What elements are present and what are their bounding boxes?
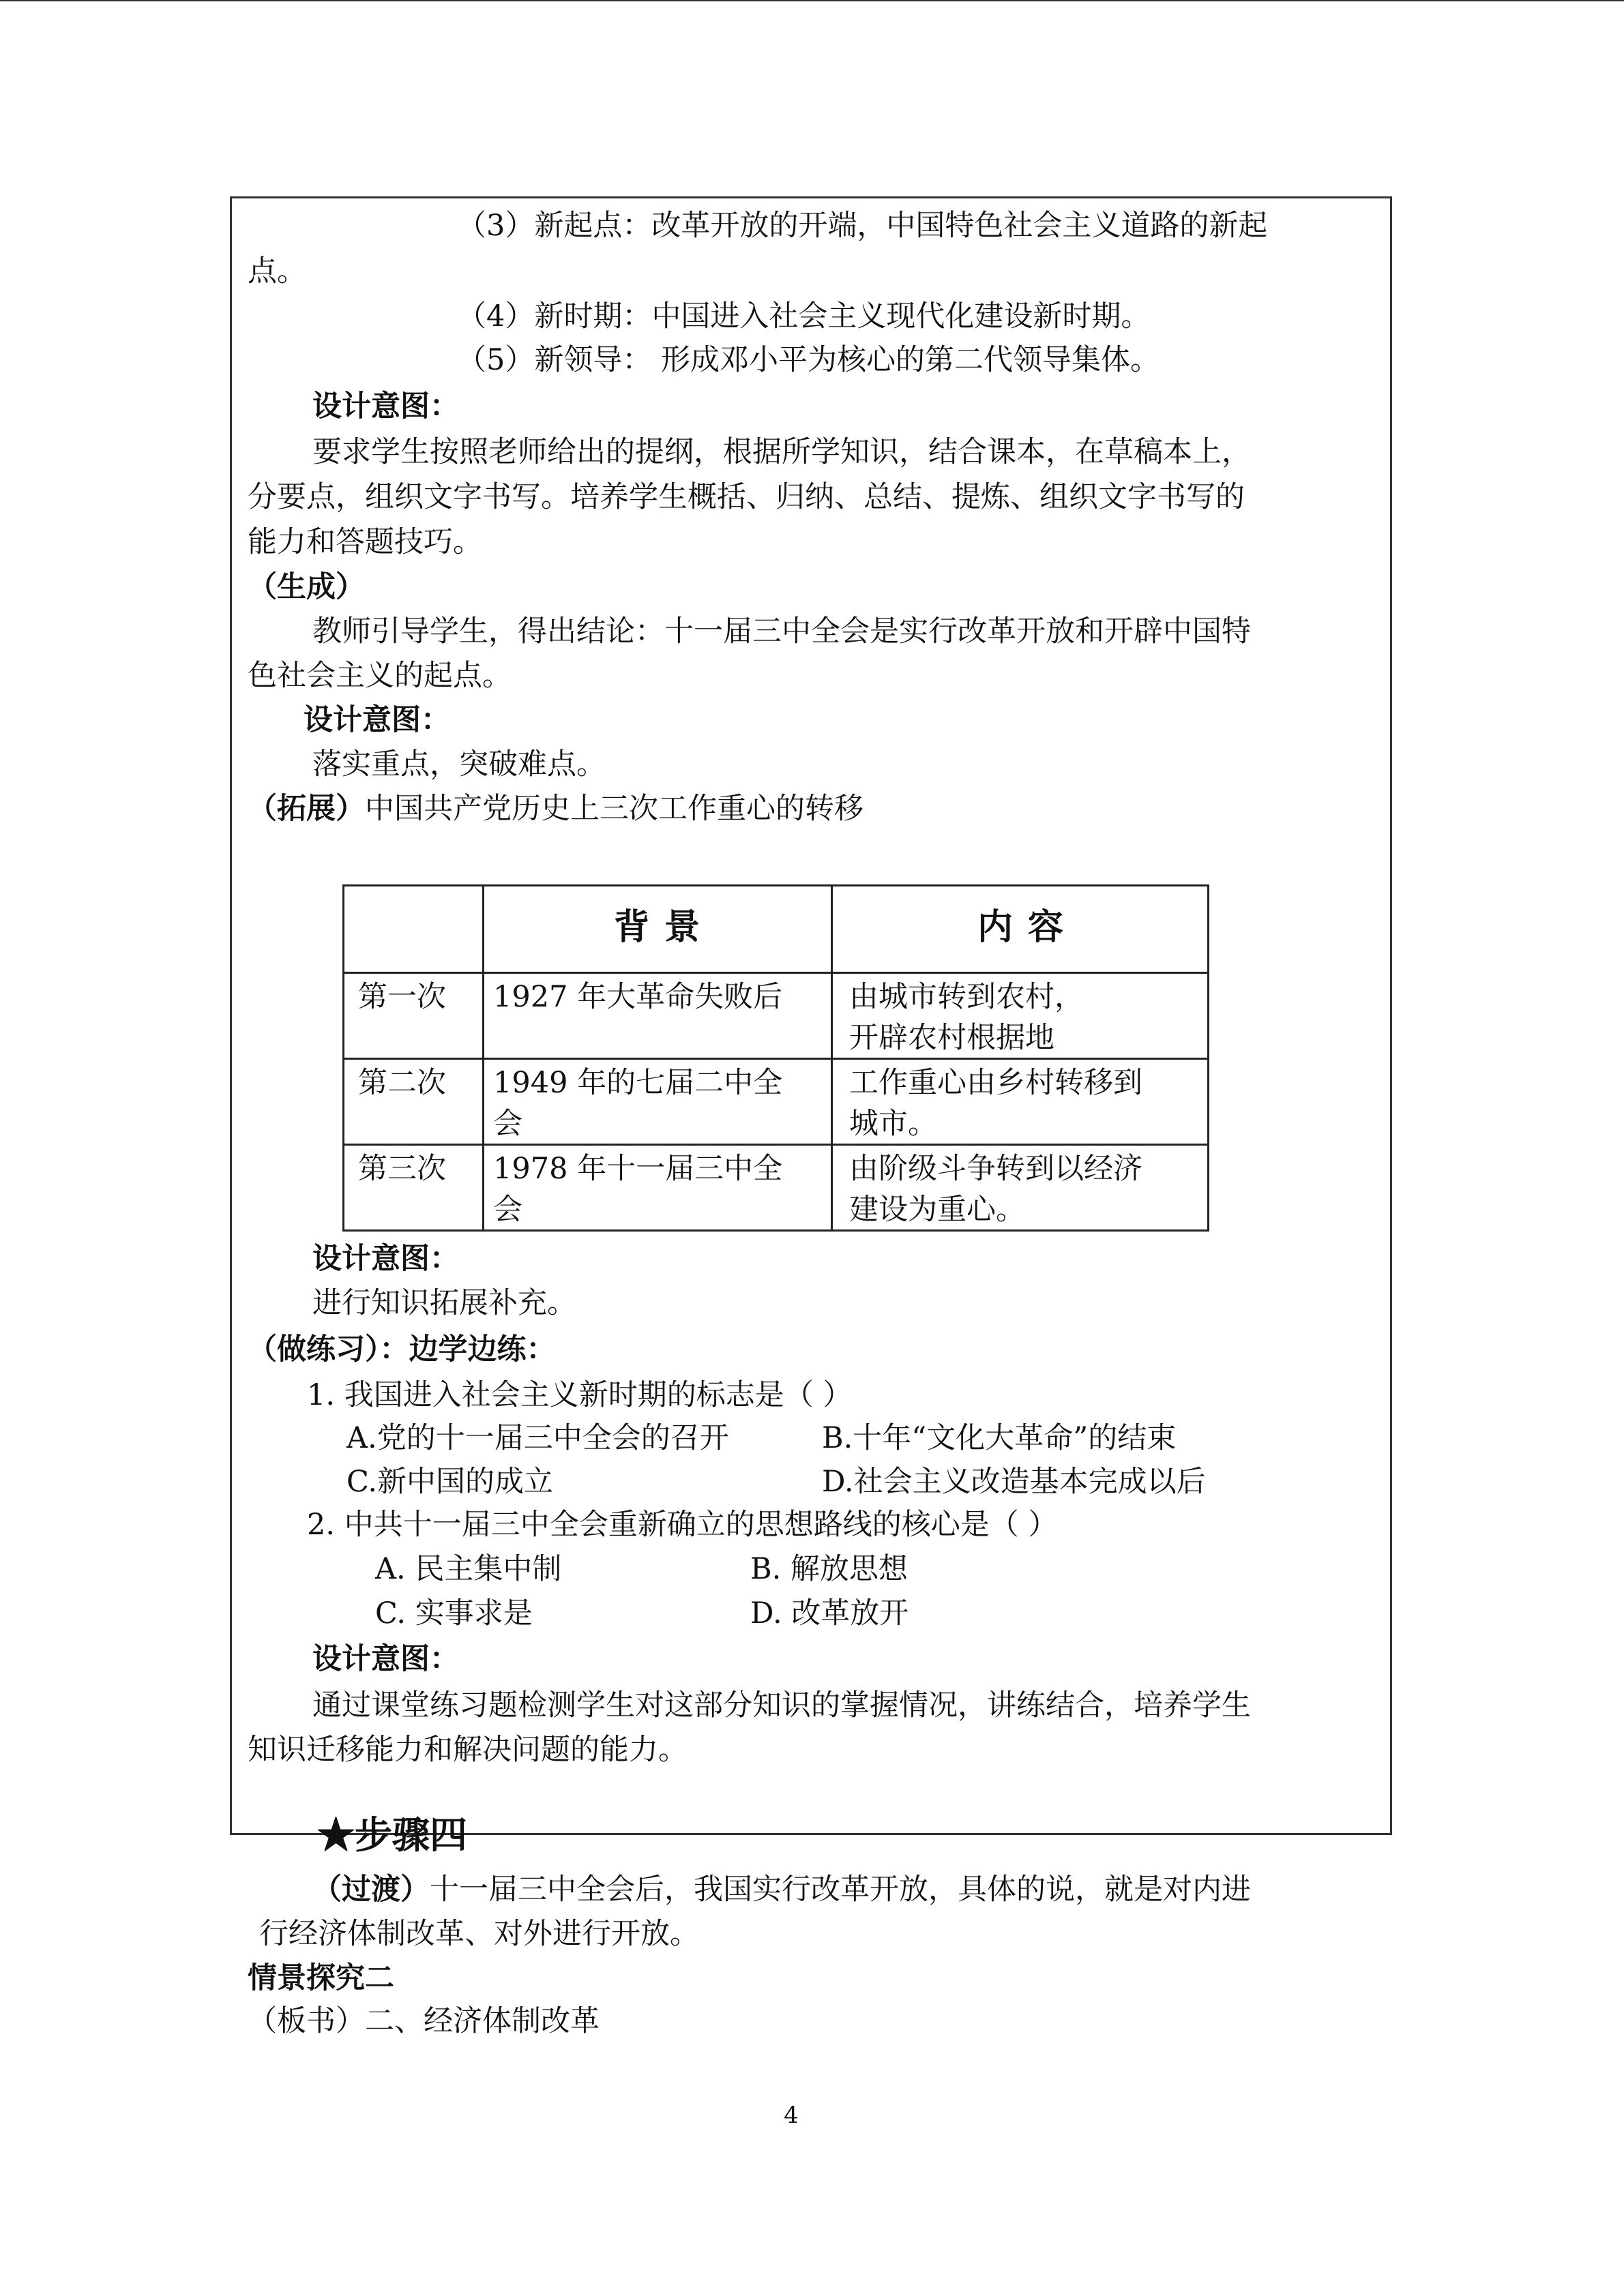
table-header: 内 容	[977, 906, 1065, 948]
option-b: B.十年“文化大革命”的结束	[822, 1421, 1177, 1455]
option-c: C. 实事求是	[375, 1596, 533, 1630]
table-divider	[344, 1144, 1207, 1146]
design-intent-heading: 设计意图：	[312, 1642, 459, 1676]
table-cell: 城市。	[849, 1107, 937, 1141]
table-cell: 会	[493, 1107, 522, 1141]
option-d: D. 改革放开	[750, 1596, 909, 1630]
table-cell: 由阶级斗争转到以经济	[849, 1152, 1142, 1186]
table-divider	[344, 1058, 1207, 1060]
option-a: A.党的十一届三中全会的召开	[346, 1421, 729, 1455]
table-cell: 会	[493, 1193, 522, 1227]
text-line: 进行知识拓展补充。	[312, 1286, 576, 1320]
text-line: 能力和答题技巧。	[248, 525, 482, 559]
row-label: 第一次	[358, 980, 446, 1014]
option-a: A. 民主集中制	[375, 1552, 562, 1586]
option-d: D.社会主义改造基本完成以后	[822, 1465, 1206, 1499]
table-cell: 1949 年的七届二中全	[493, 1066, 783, 1100]
top-rule	[0, 0, 1624, 1]
section-label: （过渡）	[312, 1873, 430, 1907]
text-line: （4）新时期：中国进入社会主义现代化建设新时期。	[457, 299, 1151, 333]
comparison-table	[342, 884, 1209, 1232]
table-header: 背 景	[613, 906, 702, 948]
step-heading: ★步骤四	[317, 1813, 468, 1857]
option-c: C.新中国的成立	[346, 1465, 554, 1499]
section-text: 十一届三中全会后，我国实行改革开放，具体的说，就是对内进	[430, 1873, 1251, 1907]
text-line	[248, 788, 863, 829]
text-line	[312, 1869, 1251, 1910]
text-line: 分要点，组织文字书写。培养学生概括、归纳、总结、提炼、组织文字书写的	[248, 480, 1245, 514]
table-cell: 工作重心由乡村转移到	[849, 1066, 1142, 1100]
text-line: 点。	[248, 254, 306, 288]
section-label: （拓展）	[248, 792, 365, 826]
section-label: 情景探究二	[248, 1961, 394, 1995]
text-line: 教师引导学生，得出结论：十一届三中全会是实行改革开放和开辟中国特	[312, 614, 1251, 648]
section-text: 中国共产党历史上三次工作重心的转移	[365, 792, 863, 826]
table-cell: 1927 年大革命失败后	[493, 980, 783, 1014]
text-line: 行经济体制改革、对外进行开放。	[259, 1917, 699, 1951]
page-number: 4	[784, 2102, 799, 2129]
text-line: 知识迁移能力和解决问题的能力。	[248, 1733, 688, 1767]
table-cell: 开辟农村根据地	[849, 1021, 1054, 1055]
text-line: 落实重点，突破难点。	[312, 747, 606, 781]
table-cell: 建设为重心。	[849, 1193, 1025, 1227]
design-intent-heading: 设计意图：	[312, 389, 459, 423]
section-label: （做练习）：边学边练：	[248, 1332, 556, 1367]
text-line: 色社会主义的起点。	[248, 659, 512, 693]
text-line: 通过课堂练习题检测学生对这部分知识的掌握情况，讲练结合，培养学生	[312, 1688, 1251, 1723]
section-label: （生成）	[248, 570, 365, 604]
text-line: （5）新领导： 形成邓小平为核心的第二代领导集体。	[457, 343, 1160, 377]
table-divider	[344, 972, 1207, 974]
design-intent-heading: 设计意图：	[312, 1242, 459, 1276]
table-cell: 由城市转到农村，	[849, 980, 1084, 1014]
table-cell: 1978 年十一届三中全	[493, 1152, 783, 1186]
row-label: 第三次	[358, 1152, 446, 1186]
question-2: 2. 中共十一届三中全会重新确立的思想路线的核心是（ ）	[307, 1508, 1058, 1542]
design-intent-heading: 设计意图：	[304, 703, 450, 737]
text-line: （板书）二、经济体制改革	[248, 2004, 600, 2038]
row-label: 第二次	[358, 1066, 446, 1100]
text-line: （3）新起点：改革开放的开端，中国特色社会主义道路的新起	[457, 209, 1268, 243]
option-b: B. 解放思想	[750, 1552, 908, 1586]
text-line: 要求学生按照老师给出的提纲，根据所学知识，结合课本，在草稿本上，	[312, 435, 1251, 469]
question-1: 1. 我国进入社会主义新时期的标志是（ ）	[307, 1378, 853, 1412]
